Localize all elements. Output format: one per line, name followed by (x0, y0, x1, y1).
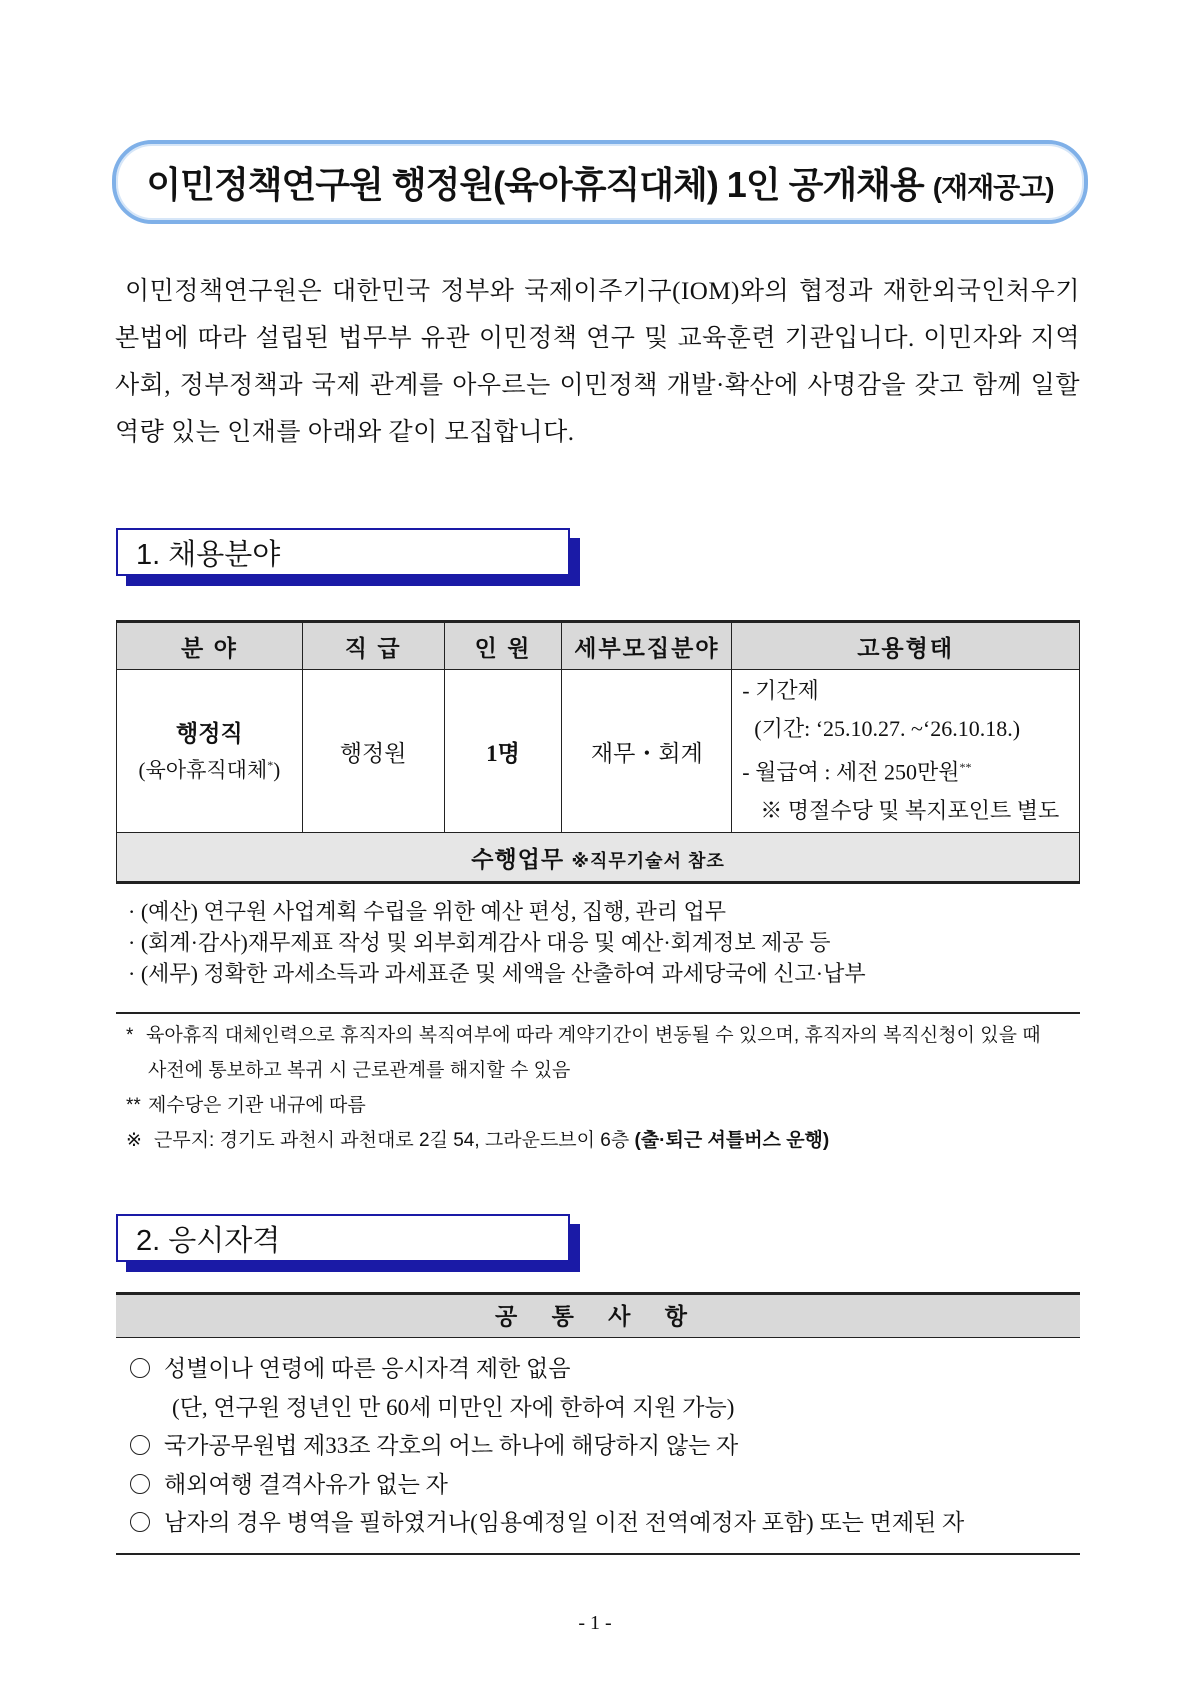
circle-bullet-icon (130, 1512, 150, 1532)
section-header-1: 1. 채용분야 (116, 528, 570, 576)
title-suffix: (재재공고) (932, 171, 1054, 203)
list-item: 해외여행 결격사유가 없는 자 (130, 1466, 1080, 1505)
circle-bullet-icon (130, 1435, 150, 1455)
note-2: 제수당은 기관 내규에 따름 (148, 1095, 366, 1116)
list-item: 국가공무원법 제33조 각호의 어느 하나에 해당하지 않는 자 (130, 1427, 1080, 1466)
qualification-body (116, 1338, 1080, 1555)
duty-list (128, 896, 866, 989)
title-main: 이민정책연구원 행정원(육아휴직대체) 1인 공개채용 (146, 163, 924, 205)
list-item: · (예산) 연구원 사업계획 수립을 위한 예산 편성, 집행, 관리 업무 (128, 899, 727, 924)
cell-detail: 재무・회계 (562, 670, 732, 833)
header-employment: 고용형태 (732, 622, 1080, 670)
duty-header: 수행업무 ※직무기술서 참조 (117, 833, 1080, 883)
circle-bullet-icon (130, 1474, 150, 1494)
list-item: 성별이나 연령에 따른 응시자격 제한 없음 (130, 1350, 1080, 1389)
cell-employment: - 기간제 (기간: ‘25.10.27. ~‘26.10.18.) - 월급여 : 세전 250만원** ※ 명절수당 및 복지포인트 별도 (732, 670, 1080, 833)
qualification-table (116, 1292, 1080, 1555)
cell-grade: 행정원 (302, 670, 444, 833)
list-item: 남자의 경우 병역을 필하였거나(임용예정일 이전 전역예정자 포함) 또는 면제된 자 (130, 1504, 1080, 1543)
page-title (146, 157, 1053, 208)
notes: * 육아휴직 대체인력으로 휴직자의 복직여부에 따라 계약기간이 변동될 수 있으며, 휴직자의 복직신청이 있을 때 사전에 통보하고 복귀 시 근로관계를 해지할 수 있음 ** 제수당은 기관 내규에 따름 ※ 근무지: 경기도 과천시 과천대로 2길 54, 그라운드브이 6층 (출·퇴근 셔틀버스 운행) (126, 1018, 1080, 1158)
page-number: - 1 - (578, 1612, 612, 1634)
qualification-header: 공 통 사 항 (116, 1292, 1080, 1338)
recruitment-table (116, 620, 1080, 884)
circle-bullet-icon (130, 1358, 150, 1378)
header-grade: 직 급 (302, 622, 444, 670)
header-field: 분 야 (117, 622, 303, 670)
cell-count: 1명 (444, 670, 562, 833)
list-item: · (세무) 정확한 과세소득과 과세표준 및 세액을 산출하여 과세당국에 신고·납부 (128, 961, 866, 986)
list-item-sub: (단, 연구원 정년인 만 60세 미만인 자에 한하여 지원 가능) (172, 1394, 735, 1420)
header-detail: 세부모집분야 (562, 622, 732, 670)
title-banner (112, 140, 1088, 224)
cell-field: 행정직 (육아휴직대체*) (117, 670, 303, 833)
header-count: 인 원 (444, 622, 562, 670)
notes-divider (116, 1012, 1080, 1014)
note-1: 육아휴직 대체인력으로 휴직자의 복직여부에 따라 계약기간이 변동될 수 있으며, 휴직자의 복직신청이 있을 때 (146, 1025, 1041, 1046)
intro-paragraph: 이민정책연구원은 대한민국 정부와 국제이주기구(IOM)와의 협정과 재한외국인처우기본법에 따라 설립된 법무부 유관 이민정책 연구 및 교육훈련 기관입니다. 이민자와 지역사회, 정부정책과 국제 관계를 아우르는 이민정책 개발·확산에 사명감을 갖고 함께 일할 역량 있는 인재를 아래와 같이 모집합니다. (115, 278, 1080, 446)
note-1-continued: 사전에 통보하고 복귀 시 근로관계를 해지할 수 있음 (148, 1060, 571, 1081)
list-item: · (회계·감사)재무제표 작성 및 외부회계감사 대응 및 예산·회계정보 제공 등 (128, 930, 831, 955)
note-3: 근무지: 경기도 과천시 과천대로 2길 54, 그라운드브이 6층 (출·퇴근 셔틀버스 운행) (154, 1130, 830, 1151)
section-header-2: 2. 응시자격 (116, 1214, 570, 1262)
